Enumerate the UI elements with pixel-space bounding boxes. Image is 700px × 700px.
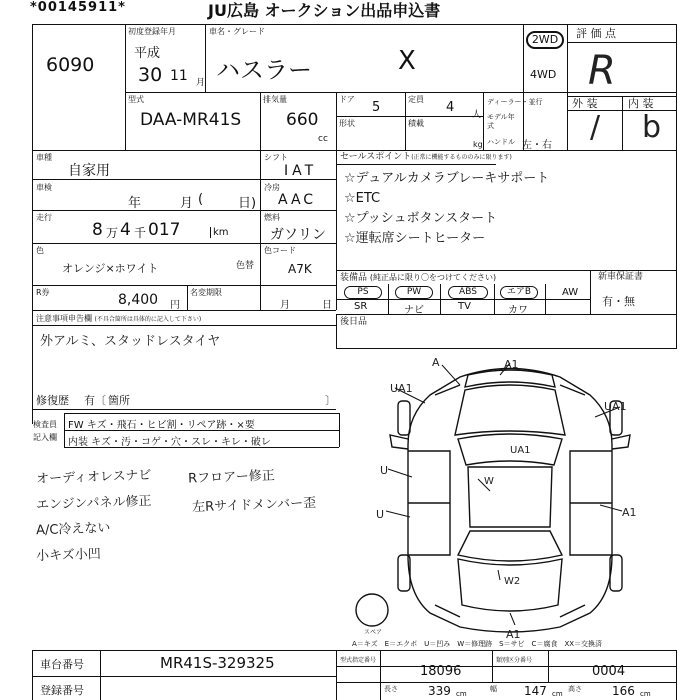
aircon-value: AAC [278,192,317,208]
car-rear-window [458,531,562,561]
recycle-value: 8,400 [118,292,159,308]
interior-label: 内 装 [628,97,654,110]
exterior-label: 外 装 [572,97,598,110]
height-unit: cm [640,690,651,698]
evaluation-score: R [588,48,616,94]
notes-handwritten: 外アルミ、スタッドレスタイヤ [40,334,221,349]
chassis-value: MR41S-329325 [160,654,275,672]
repair-unit: 箇所 [108,394,130,407]
selling-point-4: ☆運転席シートヒーター [344,231,486,246]
damage-mark-ua1-left: UA1 [390,382,413,395]
recycle-label: R券 [36,288,50,297]
car-name: ハスラー [216,56,312,84]
damage-legend: A＝キズ E＝エクボ U＝凹み W＝修理跡 S＝サビ C＝腐食 XX＝交換済 [352,640,603,648]
remark-left-1: オーディオレスナビ [35,467,152,488]
exterior-score: / [590,110,601,145]
usage-label: 車種 [36,153,52,162]
doors-label: ドア [339,95,355,104]
damage-mark-w-roof: W [484,476,494,487]
car-body-outline [408,369,612,633]
mileage-man-unit: 万 [106,226,119,240]
equip-sr: SR [354,301,368,312]
drive-2wd-selected: 2WD [526,31,564,49]
remark-right-1: Rフロアー修正 [187,468,275,487]
type-number-label: 型式指定番号 [340,657,377,664]
registration-month: 11 [170,68,188,84]
damage-mark-a1-right: A1 [622,506,637,519]
registration-label: 初度登録年月 [128,27,176,36]
length-unit: cm [456,690,467,698]
capacity-unit: 人 [472,110,482,120]
spare-tire [356,594,388,626]
width-label: 幅 [490,685,497,693]
lot-number: 6090 [46,54,95,76]
car-grade: X [398,46,416,76]
new-warranty-value: 有・無 [602,295,635,308]
length-value: 339 [428,684,451,698]
class-number-label: 類別区分番号 [496,657,533,664]
form-title: JU広島 オークション出品申込書 [208,1,441,20]
new-warranty-label: 新車保証書 [598,272,644,282]
inspection-year: 年 [128,196,142,211]
fuel-label: 燃料 [264,213,280,222]
mileage-label: 走行 [36,213,52,222]
inspector-label-bottom: 記入欄 [33,433,57,442]
damage-mark-ua1-roof: UA1 [510,445,531,456]
length-label: 長さ [384,685,398,693]
car-roof [468,467,552,527]
registration-year: 30 [138,64,163,86]
car-mirror-left [390,435,408,449]
car-hood [455,385,565,435]
chassis-label: 車台番号 [40,658,84,671]
repair-close: 〕 [325,394,336,407]
model-year-label: モデル年式 [487,113,515,130]
car-name-label: 車名・グレード [209,27,265,36]
inspector-row-1: FW キズ・飛石・ヒビ割・リペア跡・×要 [68,420,255,431]
inspection-day-unit: 日) [238,196,257,211]
handle-options: 左・右 [522,140,552,151]
damage-mark-a1-top: A1 [504,358,519,371]
notes-label: 注意事項申告欄 (不具合箇所は具体的に記入して下さい) [36,314,202,323]
equipment-label: 装備品 (純正品に限り〇をつけてください) [340,273,497,283]
inspector-row-2: 内装 キズ・汚・コゲ・穴・スレ・キレ・破レ [68,437,271,448]
serial-number: *00145911* [30,0,126,15]
inspection-day-open: ( [198,192,204,207]
load-label: 積載 [408,119,424,128]
wheel-front-left [398,401,410,435]
damage-mark-ua1-right: UA1 [604,400,627,413]
aircon-label: 冷房 [264,183,280,192]
mileage-sen: 4 [120,220,131,240]
color-change-label: 色替 [236,261,255,271]
spare-label: スペア [364,629,383,636]
drive-4wd: 4WD [530,68,557,81]
selling-point-2: ☆ETC [344,191,381,206]
evaluation-label: 評 価 点 [576,27,616,40]
mileage-unit: km [210,227,229,238]
mileage-man: 8 [92,220,103,240]
usage-value: 自家用 [68,163,110,179]
color-code-value: A7K [288,262,312,276]
damage-mark-w2: W2 [504,576,521,587]
shape-label: 形状 [339,119,355,128]
damage-mark-a1-rear: A1 [506,628,521,641]
load-unit: kg [473,140,483,149]
damage-mark-u-lower: U [376,508,385,521]
damage-mark-a: A [432,356,440,369]
color-value: オレンジ×ホワイト [62,262,159,275]
remark-left-3: A/C冷えない [35,520,111,539]
dealer-label: ディーラー・並行 [487,98,543,106]
equip-abs: ABS [448,286,488,299]
doors-value: 5 [372,100,381,115]
height-value: 166 [612,684,635,698]
equip-ps: PS [344,286,382,299]
handle-label: ハンドル [487,138,515,146]
height-label: 高さ [568,685,582,693]
inspection-month: 月 [180,196,194,211]
name-change-label: 名変期限 [190,288,222,297]
capacity-label: 定員 [408,95,424,104]
shift-label: シフト [264,153,288,162]
inspection-label: 車検 [36,183,52,192]
frame-left [32,24,33,424]
registration-month-unit: 月 [196,78,206,88]
repair-label: 修復歴 [36,394,69,407]
class-number-value: 0004 [592,664,626,679]
interior-score: b [642,110,662,145]
equip-pw: PW [395,286,433,299]
car-doors-left [408,451,450,555]
displacement-unit: cc [318,134,328,144]
type-number-value: 18096 [420,664,462,679]
name-change-day: 日 [322,300,332,311]
repair-value: 有〔 [84,394,106,407]
selling-point-1: ☆デュアルカメラブレーキサポート [344,171,550,186]
remark-left-2: エンジンパネル修正 [35,493,152,514]
remark-left-4: 小キズ小凹 [35,546,102,565]
capacity-value: 4 [446,100,455,115]
width-value: 147 [524,684,547,698]
remark-right-2: 左Rサイドメンバー歪 [191,495,317,516]
model-value: DAA-MR41S [140,110,242,130]
equip-leather: カワ [508,305,528,316]
equip-aw: AW [562,287,579,298]
displacement-label: 排気量 [263,95,287,104]
equip-navi: ナビ [404,305,424,316]
reg-number-label: 登録番号 [40,684,84,697]
damage-mark-u-left: U [380,464,389,477]
model-label: 型式 [128,95,144,104]
selling-points-label: セールスポイント(正常に機能するもののみに限ります) [340,152,512,162]
color-code-label: 色コード [264,246,296,255]
equip-tv: TV [458,301,471,312]
registration-era: 平成 [134,46,161,61]
inspector-label-top: 検査員 [33,420,57,429]
width-unit: cm [552,690,563,698]
equip-airbag: エアB [500,286,538,299]
displacement-value: 660 [286,110,319,130]
name-change-month: 月 [280,300,290,311]
mileage-sen-unit: 千 [134,226,147,240]
rear-seat-label: 後日品 [340,317,368,327]
frame-top [32,24,677,25]
recycle-unit: 円 [170,300,180,311]
mileage-rest: 017 [148,220,181,240]
car-damage-diagram [350,355,670,640]
car-doors-right [570,451,612,555]
selling-point-3: ☆プッシュボタンスタート [344,211,498,226]
car-mirror-right [612,435,630,449]
color-label: 色 [36,246,44,255]
fuel-value: ガソリン [270,227,326,243]
shift-value: IAT [284,163,318,179]
frame-right [676,24,677,349]
